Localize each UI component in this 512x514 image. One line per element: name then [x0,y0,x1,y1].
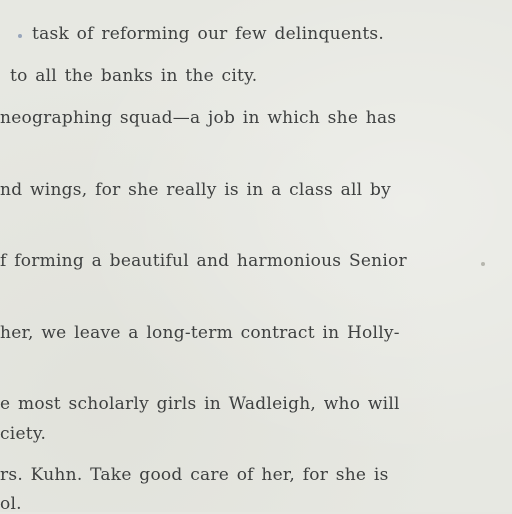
text-line-3: neographing squad—a job in which she has [0,108,397,128]
text-line-2: to all the banks in the city. [10,66,258,86]
text-line-4: nd wings, for she really is in a class all by [0,180,391,200]
text-line-5: f forming a beautiful and harmonious Senior [0,251,407,271]
paper-speck [481,262,485,266]
text-line-6: her, we leave a long-term contract in Holly- [0,323,400,343]
text-line-7: e most scholarly girls in Wadleigh, who will [0,394,400,414]
text-line-10: ol. [0,494,22,514]
text-line-1: task of reforming our few delinquents. [32,24,385,44]
text-line-8: ciety. [0,424,47,444]
text-line-9: rs. Kuhn. Take good care of her, for she is [0,465,389,485]
ink-speck [18,34,22,38]
